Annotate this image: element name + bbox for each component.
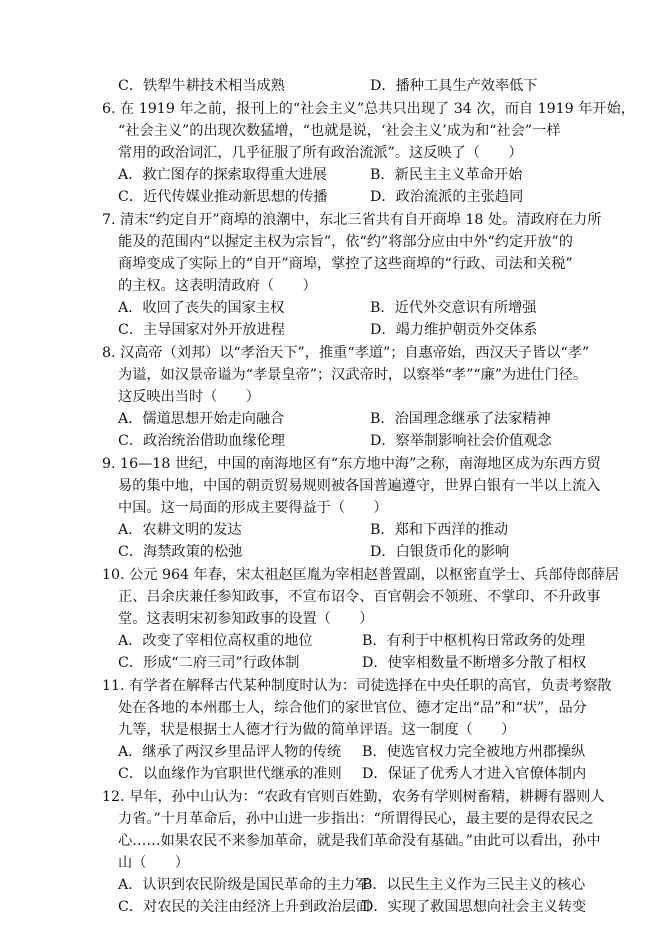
question-6-line-3: 常用的政治词汇，几乎征服了所有政治流派”。这反映了（ ） xyxy=(118,145,523,161)
question-11-line-2: 处在各地的本州郡士人，综合他们的家世官位、德才定出“品”和“状”，品分 xyxy=(118,700,587,716)
question-8-option-c: C．政治统治借助血缘伦理 xyxy=(118,433,285,449)
question-8-option-b: B．治国理念继承了法家精神 xyxy=(370,411,551,427)
question-10-option-d: D．使宰相数量不断增多分散了相权 xyxy=(362,655,587,671)
question-7-line-4: 的主权。这表明清政府（ ） xyxy=(118,278,317,294)
question-10-option-c: C．形成“二府三司”行政体制 xyxy=(118,655,300,671)
question-10-option-b: B．有利于中枢机构日常政务的处理 xyxy=(362,633,586,649)
question-9-option-c: C．海禁政策的松弛 xyxy=(118,544,243,560)
prev-option-d: D．播种工具生产效率低下 xyxy=(370,78,538,94)
question-8-line-3: 这反映出当时（ ） xyxy=(118,389,260,405)
question-12-line-4: 山（ ） xyxy=(118,855,189,871)
question-8-line-2: 为谥，如汉景帝谥为“孝景皇帝”；汉武帝时，以察举“孝”“廉”为进仕门径。 xyxy=(118,367,588,383)
question-10-line-3: 堂。这表明宋初参知政事的设置（ ） xyxy=(118,611,374,627)
question-6-option-d: D．政治流派的主张趋同 xyxy=(370,189,524,205)
question-7-option-a: A．收回了丧失的国家主权 xyxy=(118,300,285,316)
question-11-option-c: C．以血缘作为官职世代继承的准则 xyxy=(118,766,342,782)
question-9-option-a: A．农耕文明的发达 xyxy=(118,522,242,538)
question-11-line-1: 11. 有学者在解释古代某种制度时认为：司徒选择在中央任职的高官，负责考察散 xyxy=(102,678,612,694)
question-12-line-3: 心……如果农民不来参加革命，就是我们革命没有基础。”由此可以看出，孙中 xyxy=(118,833,601,849)
question-12-line-2: 力省。”十月革命后，孙中山进一步指出：“所谓得民心，最主要的是得农民之 xyxy=(118,811,594,827)
question-9-option-d: D．白银货币化的影响 xyxy=(370,544,510,560)
question-7-option-b: B．近代外交意识有所增强 xyxy=(370,300,537,316)
question-12-option-a: A．认识到农民阶级是国民革命的主力军 xyxy=(118,877,370,893)
question-8-option-d: D．察举制影响社会价值观念 xyxy=(370,433,552,449)
question-7-option-c: C．主导国家对外开放进程 xyxy=(118,322,285,338)
question-11-option-a: A．继承了两汉乡里品评人物的传统 xyxy=(118,744,342,760)
question-12-option-d: D．实现了救国思想向社会主义转变 xyxy=(362,899,587,915)
question-12-line-1: 12. 早年，孙中山认为：“农政有官则百姓勤，农务有学则树畜精，耕耨有器则人 xyxy=(102,789,605,805)
question-12-option-c: C．对农民的关注由经济上升到政治层面 xyxy=(118,899,371,915)
question-6-option-c: C．近代传媒业推动新思想的传播 xyxy=(118,189,328,205)
question-9-line-3: 中国。这一局面的形成主要得益于（ ） xyxy=(118,500,388,516)
question-6-line-1: 6. 在 1919 年之前，报刊上的“社会主义”总共只出现了 34 次，而自 1919 年开始， xyxy=(102,101,635,117)
question-8-option-a: A．儒道思想开始走向融合 xyxy=(118,411,285,427)
question-10-line-2: 正、吕余庆兼任参知政事，不宣布诏令、百官朝会不领班、不掌印、不升政事 xyxy=(118,589,601,605)
question-6-option-a: A．救亡图存的探索取得重大进展 xyxy=(118,167,327,183)
question-8-line-1: 8. 汉高帝（刘邦）以“孝治天下”，推重“孝道”；自惠帝始，西汉天子皆以“孝” xyxy=(102,345,590,361)
question-9-line-1: 9. 16—18 世纪，中国的南海地区有“东方地中海”之称，南海地区成为东西方贸 xyxy=(102,456,601,472)
question-11-option-b: B．使选官权力完全被地方州郡操纵 xyxy=(362,744,586,760)
question-11-option-d: D．保证了优秀人才进入官僚体制内 xyxy=(362,766,587,782)
prev-option-c: C．铁犁牛耕技术相当成熟 xyxy=(118,78,285,94)
question-7-option-d: D．竭力维护朝贡外交体系 xyxy=(370,322,538,338)
question-7-line-2: 能及的范围内“以握定主权为宗旨”，依“约”将部分应由中外“约定开放”的 xyxy=(118,234,573,250)
question-11-line-3: 九等，状是根据士人德才行为做的简单评语。这一制度（ ） xyxy=(118,722,516,738)
question-9-line-2: 易的集中地，中国的朝贡贸易规则被各国普遍遵守，世界白银有一半以上流入 xyxy=(118,478,601,494)
question-6-line-2: “社会主义”的出现次数猛增，“也就是说，‘社会主义’成为和“社会”一样 xyxy=(118,123,561,139)
question-10-option-a: A．改变了宰相位高权重的地位 xyxy=(118,633,313,649)
question-12-option-b: B．以民生主义作为三民主义的核心 xyxy=(362,877,586,893)
question-10-line-1: 10. 公元 964 年春，宋太祖赵匡胤为宰相赵普置副，以枢密直学士、兵部侍郎薛居 xyxy=(102,567,620,583)
question-7-line-3: 商埠变成了实际上的“自开”商埠，掌控了这些商埠的“行政、司法和关税” xyxy=(118,256,573,272)
question-6-option-b: B．新民主主义革命开始 xyxy=(370,167,523,183)
question-7-line-1: 7. 清末“约定自开”商埠的浪潮中，东北三省共有自开商埠 18 处。清政府在力所 xyxy=(102,212,602,228)
question-9-option-b: B．郑和下西洋的推动 xyxy=(370,522,509,538)
